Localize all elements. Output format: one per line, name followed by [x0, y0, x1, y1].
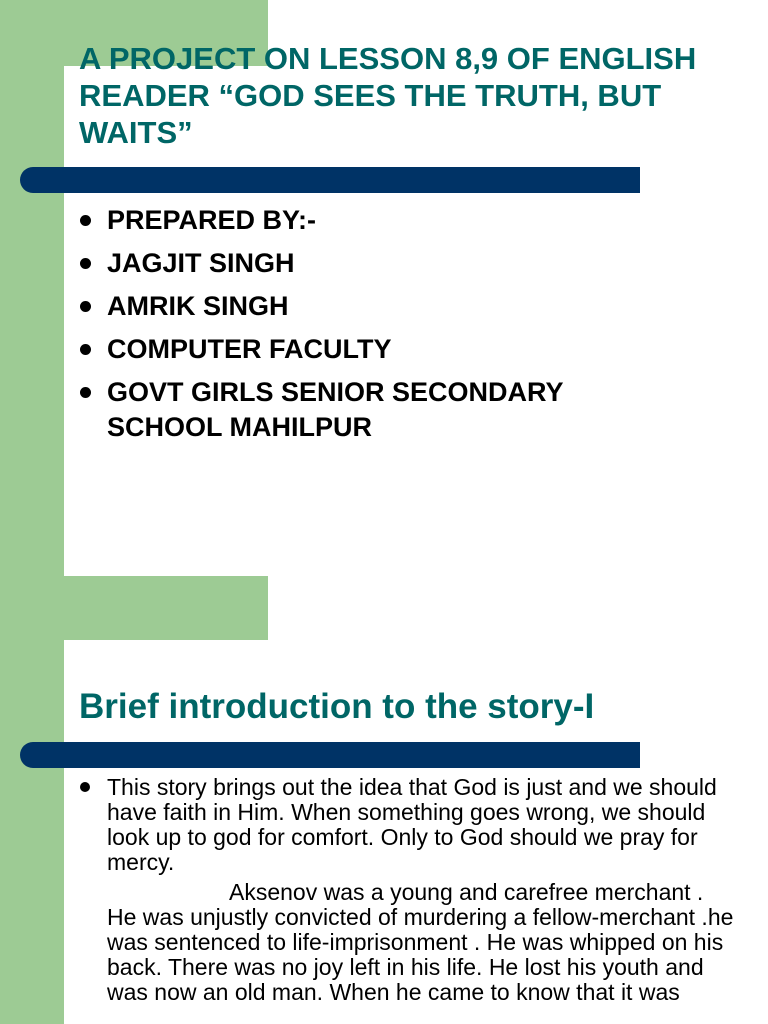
story-intro-list — [79, 775, 739, 1005]
list-item: COMPUTER FACULTY — [79, 332, 679, 367]
credits-list — [79, 203, 679, 453]
list-item: PREPARED BY:- — [79, 203, 679, 238]
title-divider-bar — [20, 167, 640, 193]
title-divider-bar — [20, 742, 640, 768]
list-item — [79, 775, 739, 1005]
bullet-icon — [80, 387, 91, 398]
green-side-panel — [0, 640, 64, 1024]
bullet-icon — [80, 782, 90, 792]
bullet-icon — [80, 215, 91, 226]
list-item: GOVT GIRLS SENIOR SECONDARY SCHOOL MAHILPUR — [79, 375, 679, 445]
list-item: JAGJIT SINGH — [79, 246, 679, 281]
bullet-icon — [80, 344, 91, 355]
green-side-panel — [0, 0, 64, 640]
list-item: AMRIK SINGH — [79, 289, 679, 324]
story-paragraph: Aksenov was a young and carefree merchant . He was unjustly convicted of murdering a fellow-merchant .he was sentenced to life-imprisonment . He was whipped on his back. There was no joy left in his life. He lost his youth and was now an old man. When he came to know that it was — [107, 879, 734, 1005]
slide-2 — [0, 640, 768, 1024]
slide-2-title: Brief introduction to the story-I — [79, 687, 595, 726]
bullet-icon — [80, 301, 91, 312]
bullet-icon — [80, 258, 91, 269]
intro-paragraph: This story brings out the idea that God is just and we should have faith in Him. When something goes wrong, we should look up to god for comfort. Only to God should we pray for mercy. — [107, 774, 717, 875]
slide-1-title: A PROJECT ON LESSON 8,9 OF ENGLISH READER “GOD SEES THE TRUTH, BUT WAITS” — [79, 41, 697, 150]
green-bottom-block — [0, 576, 268, 640]
